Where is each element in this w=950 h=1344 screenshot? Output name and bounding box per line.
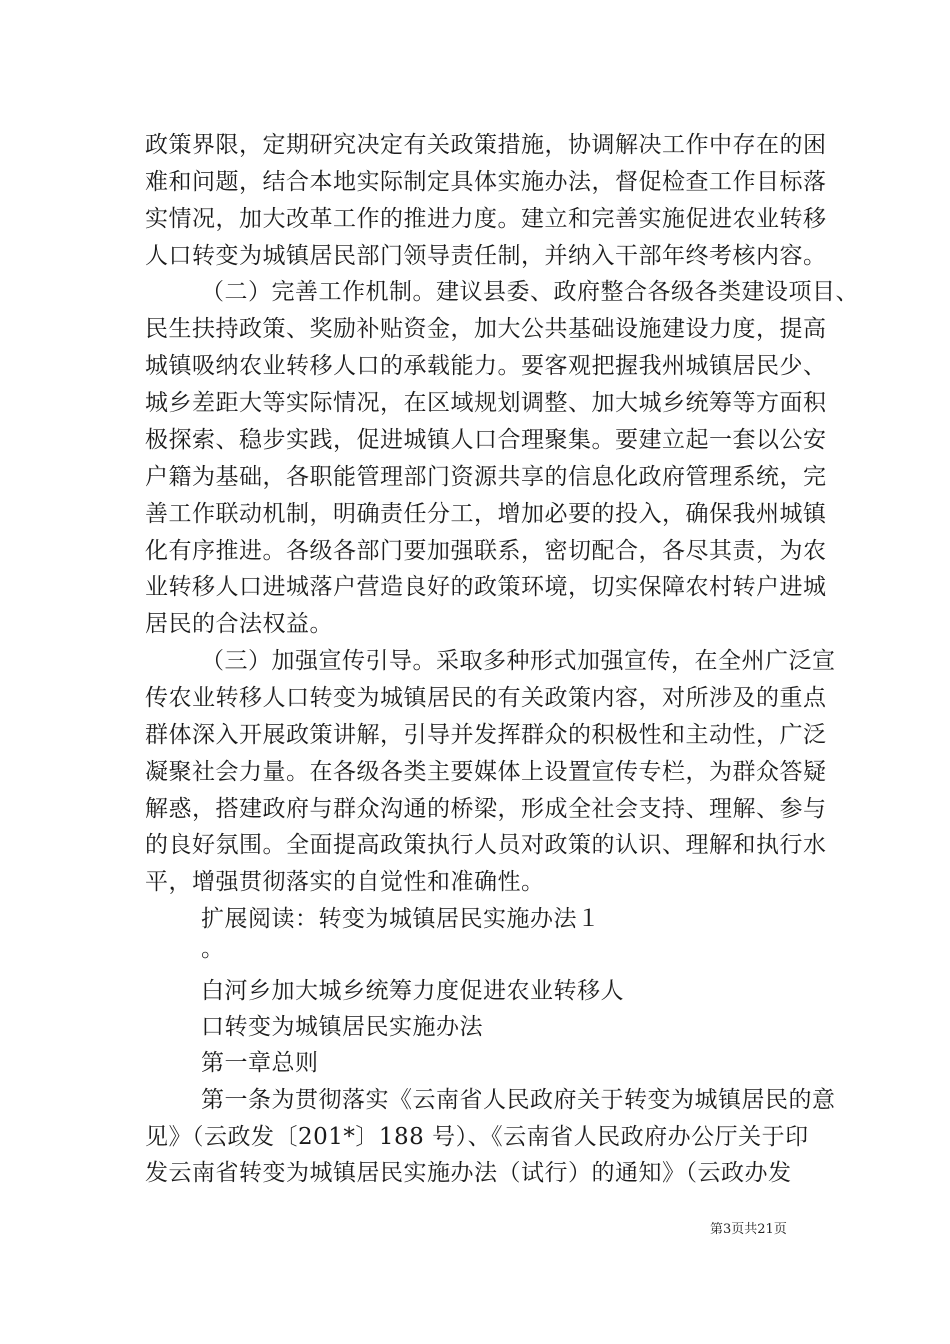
- page-number-footer: 第3页共21页: [710, 1222, 787, 1237]
- text-line: 群体深入开展政策讲解，引导并发挥群众的积极性和主动性，广泛: [145, 722, 827, 748]
- text-line: 化有序推进。各级各部门要加强联系，密切配合，各尽其责，为农: [145, 538, 827, 564]
- text-line: 政策界限，定期研究决定有关政策措施，协调解决工作中存在的困: [145, 132, 827, 158]
- text-line: 解惑，搭建政府与群众沟通的桥梁，形成全社会支持、理解、参与: [145, 796, 827, 822]
- text-line: 发云南省转变为城镇居民实施办法（试行）的通知》（云政办发: [145, 1160, 792, 1186]
- text-line: 见》（云政发〔201*〕188 号）、《云南省人民政府办公厅关于印: [145, 1124, 809, 1150]
- text-line: 民生扶持政策、奖励补贴资金，加大公共基础设施建设力度，提高: [145, 316, 827, 342]
- text-line: 户籍为基础，各职能管理部门资源共享的信息化政府管理系统，完: [145, 464, 827, 490]
- text-line: 第一条为贯彻落实《云南省人民政府关于转变为城镇居民的意: [201, 1087, 836, 1113]
- text-line: 城镇吸纳农业转移人口的承载能力。要客观把握我州城镇居民少、: [145, 353, 827, 379]
- text-line: 城乡差距大等实际情况，在区域规划调整、加大城乡统筹等方面积: [145, 390, 827, 416]
- extended-reading-heading: 扩展阅读：转变为城镇居民实施办法１: [201, 906, 601, 932]
- text-line: 凝聚社会力量。在各级各类主要媒体上设置宣传专栏，为群众答疑: [145, 759, 827, 785]
- text-line: 人口转变为城镇居民部门领导责任制，并纳入干部年终考核内容。: [145, 243, 827, 269]
- text-line: 平，增强贯彻落实的自觉性和准确性。: [145, 869, 545, 895]
- text-line: （二）完善工作机制。建议县委、政府整合各级各类建设项目、: [201, 279, 859, 305]
- text-line: 居民的合法权益。: [145, 611, 333, 637]
- text-line: 实情况，加大改革工作的推进力度。建立和完善实施促进农业转移: [145, 206, 827, 232]
- chapter-heading: 第一章总则: [201, 1050, 319, 1076]
- text-line: 极探索、稳步实践，促进城镇人口合理聚集。要建立起一套以公安: [145, 427, 827, 453]
- title-line: 白河乡加大城乡统筹力度促进农业转移人: [201, 978, 624, 1004]
- title-line: 口转变为城镇居民实施办法: [201, 1014, 483, 1040]
- text-line: 传农业转移人口转变为城镇居民的有关政策内容，对所涉及的重点: [145, 685, 827, 711]
- text-line: 善工作联动机制，明确责任分工，增加必要的投入，确保我州城镇: [145, 501, 827, 527]
- text-line: （三）加强宣传引导。采取多种形式加强宣传，在全州广泛宣: [201, 648, 836, 674]
- extended-reading-mark: 。: [201, 936, 225, 962]
- text-line: 难和问题，结合本地实际制定具体实施办法，督促检查工作目标落: [145, 169, 827, 195]
- text-line: 业转移人口进城落户营造良好的政策环境，切实保障农村转户进城: [145, 574, 827, 600]
- text-line: 的良好氛围。全面提高政策执行人员对政策的认识、理解和执行水: [145, 832, 827, 858]
